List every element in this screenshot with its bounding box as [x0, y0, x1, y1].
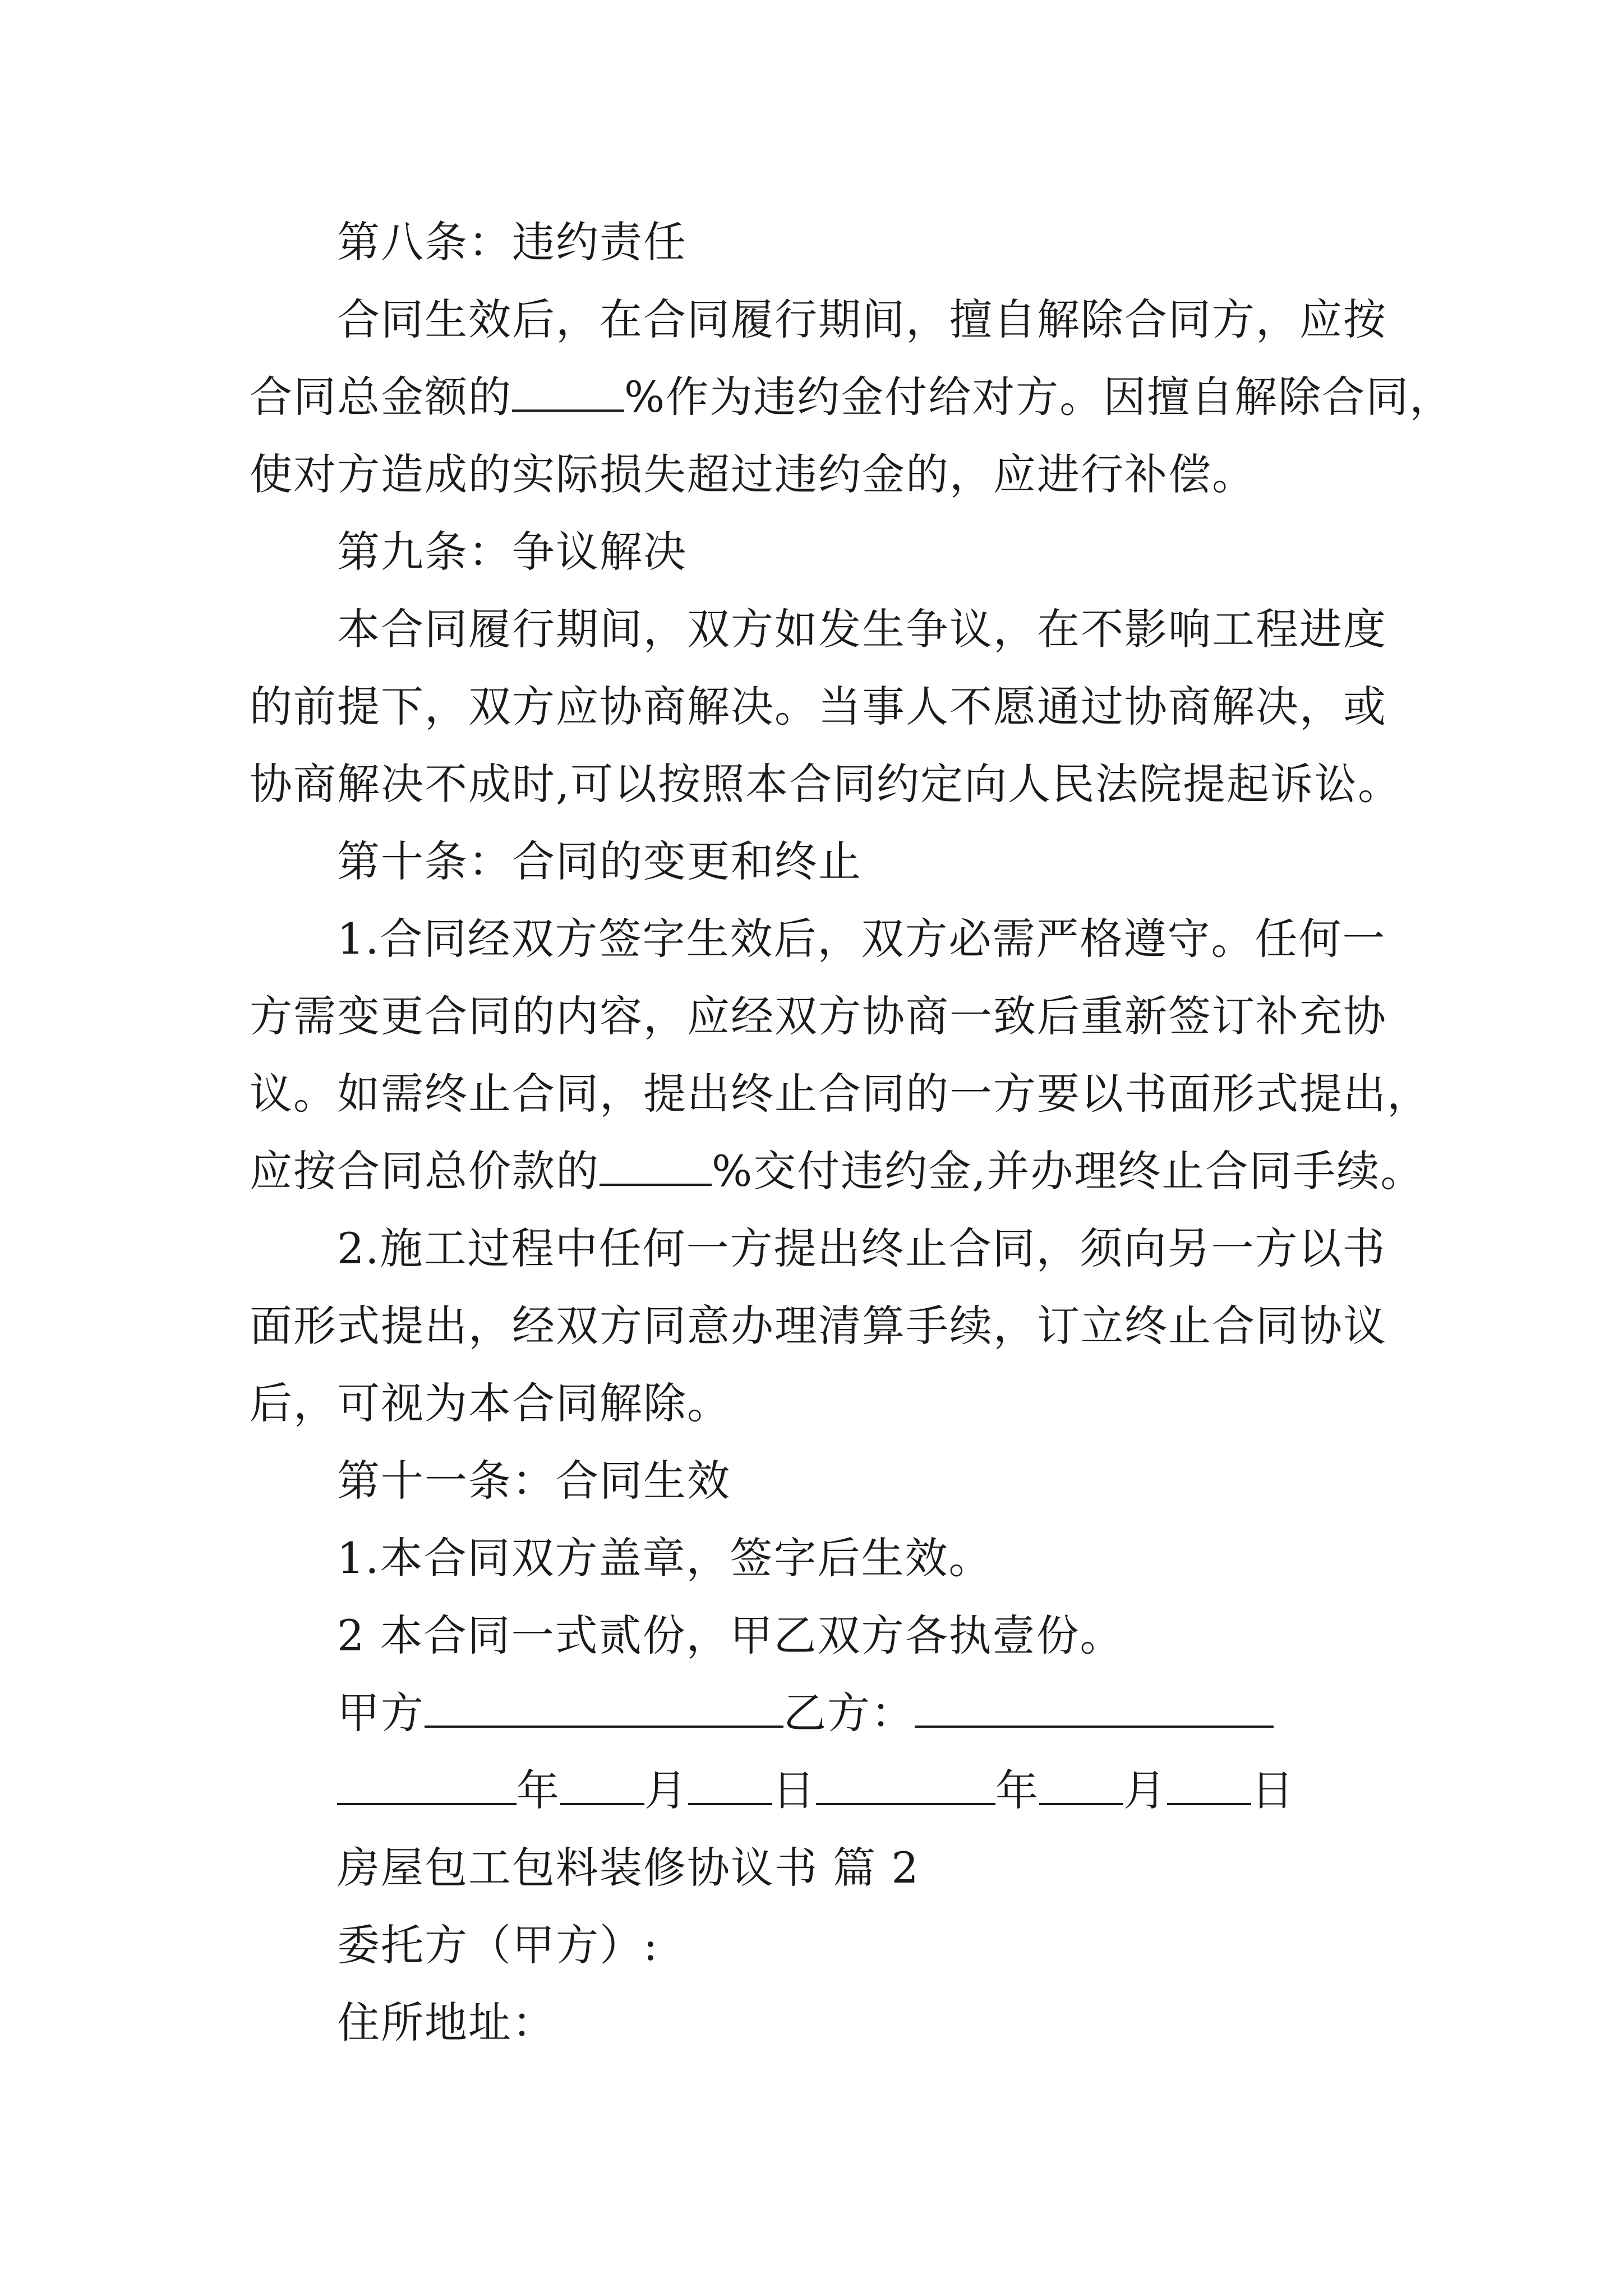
- article-10-clause-1-line-3: 议。如需终止合同，提出终止合同的一方要以书面形式提出，: [250, 1069, 1431, 1119]
- signature-date-line: [337, 1764, 1473, 1818]
- article-11-clause-2: 2 本合同一式贰份，甲乙双方各执壹份。: [337, 1611, 1124, 1660]
- article-9-text-line-1: 本合同履行期间，双方如发生争议，在不影响工程进度: [337, 604, 1387, 654]
- article-10-clause-2-line-3: 后，可视为本合同解除。: [250, 1378, 731, 1428]
- article-8-text-line-2: [250, 370, 1454, 424]
- signature-parties-line: [337, 1686, 1473, 1740]
- penalty-percent-blank: [512, 375, 624, 412]
- article-10-clause-1-line-4: [250, 1144, 1424, 1198]
- article-10-clause-2-line-1: 2.施工过程中任何一方提出终止合同，须向另一方以书: [337, 1223, 1386, 1273]
- party-b-day-blank: [1167, 1768, 1251, 1805]
- party-a-year-blank: [337, 1768, 517, 1805]
- party-b-label: 乙方：: [783, 1688, 915, 1738]
- party-a-blank: [425, 1691, 783, 1728]
- article-10-clause-2-line-2: 面形式提出，经双方同意办理清算手续，订立终止合同协议: [250, 1301, 1387, 1351]
- article-8-heading: 第八条：违约责任: [337, 217, 687, 267]
- article-9-text-line-2: 的前提下，双方应协商解决。当事人不愿通过协商解决，或: [250, 682, 1387, 731]
- article-10-heading: 第十条：合同的变更和终止: [337, 836, 862, 886]
- party-a-day-blank: [688, 1768, 772, 1805]
- party-a-month-label: 月: [644, 1765, 688, 1815]
- party-b-month-label: 月: [1123, 1765, 1167, 1815]
- party-b-year-blank: [816, 1768, 995, 1805]
- article-9-text-line-3: 协商解决不成时,可以按照本合同约定向人民法院提起诉讼。: [250, 759, 1402, 809]
- next-section-title: 房屋包工包料装修协议书 篇 2: [337, 1843, 920, 1893]
- article-11-heading: 第十一条：合同生效: [337, 1456, 731, 1506]
- article-8-text-line-2-pre: 合同总金额的: [250, 372, 512, 422]
- article-10-clause-1-line-1: 1.合同经双方签字生效后，双方必需严格遵守。任何一: [337, 914, 1386, 964]
- article-8-text-line-1: 合同生效后，在合同履行期间，擅自解除合同方，应按: [337, 295, 1387, 344]
- party-b-year-label: 年: [995, 1765, 1039, 1815]
- article-10-clause-1-line-4-pre: 应按合同总价款的: [250, 1146, 600, 1196]
- article-11-clause-1: 1.本合同双方盖章，签字后生效。: [337, 1533, 993, 1583]
- address-label: 住所地址：: [337, 1998, 556, 2047]
- article-8-text-line-3: 使对方造成的实际损失超过违约金的，应进行补偿。: [250, 449, 1256, 499]
- party-b-day-label: 日: [1251, 1765, 1295, 1815]
- party-a-year-label: 年: [517, 1765, 560, 1815]
- party-a-day-label: 日: [772, 1765, 816, 1815]
- party-b-month-blank: [1039, 1768, 1123, 1805]
- client-party-label: 委托方（甲方）:: [337, 1920, 659, 1970]
- party-a-month-blank: [560, 1768, 644, 1805]
- article-10-clause-1-line-2: 方需变更合同的内容，应经双方协商一致后重新签订补充协: [250, 991, 1387, 1041]
- party-b-blank: [915, 1691, 1274, 1728]
- termination-percent-blank: [600, 1149, 712, 1186]
- article-10-clause-1-line-4-post: %交付违约金,并办理终止合同手续。: [712, 1146, 1424, 1196]
- article-8-text-line-2-post: %作为违约金付给对方。因擅自解除合同，: [624, 372, 1454, 422]
- article-9-heading: 第九条：争议解决: [337, 527, 687, 577]
- party-a-label: 甲方: [337, 1688, 425, 1738]
